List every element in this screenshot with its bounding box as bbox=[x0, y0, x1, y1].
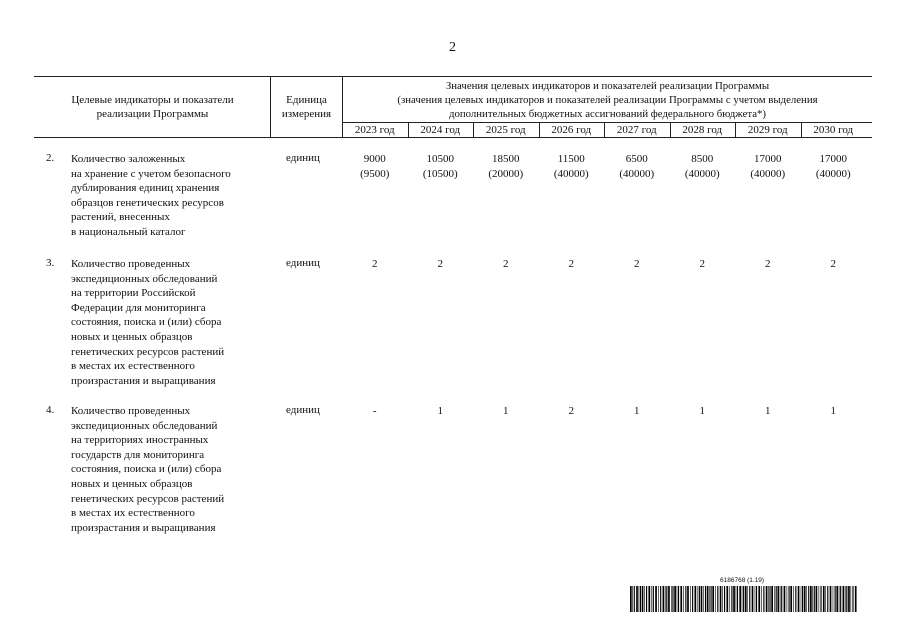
barcode-bar bbox=[755, 586, 756, 612]
barcode-bar bbox=[768, 586, 769, 612]
year-value: 18500 (20000) bbox=[488, 153, 524, 180]
unit-value: единиц bbox=[286, 404, 320, 416]
table-top-rule bbox=[34, 76, 872, 77]
barcode-bar bbox=[756, 586, 757, 612]
barcode-bar bbox=[703, 586, 704, 612]
barcode-bar bbox=[685, 586, 686, 612]
row-number: 3. bbox=[46, 257, 55, 269]
barcode-bar bbox=[651, 586, 652, 612]
year-header: 2024 год bbox=[420, 124, 461, 136]
year-value: 6500 (40000) bbox=[619, 153, 655, 180]
row-number: 2. bbox=[46, 152, 55, 164]
barcode-bar bbox=[699, 586, 700, 612]
year-divider bbox=[735, 122, 736, 137]
barcode-bar bbox=[715, 586, 716, 612]
year-value: 1 bbox=[634, 405, 640, 417]
indicator-name: Количество проведенных экспедиционных обследований на территориях иностранных государств для мониторинга состояния, поиска и (или) сбора новых и ценных образцов генетических ресурсов растений в местах их естественного произрастания и выращивания bbox=[71, 405, 225, 534]
barcode-bar bbox=[852, 586, 853, 612]
barcode-bar bbox=[790, 586, 792, 612]
year-value: 8500 (40000) bbox=[684, 153, 720, 180]
year-divider bbox=[604, 122, 605, 137]
year-value: - bbox=[372, 405, 377, 417]
barcode-bar bbox=[816, 586, 818, 612]
year-value: 2 bbox=[830, 258, 836, 270]
year-value: 11500 (40000) bbox=[553, 153, 589, 180]
year-value: 17000 (40000) bbox=[815, 153, 851, 180]
barcode-bar bbox=[787, 586, 788, 612]
barcode-bar bbox=[758, 586, 760, 612]
barcode-bar bbox=[747, 586, 748, 612]
barcode-bar bbox=[660, 586, 661, 612]
barcode-bar bbox=[705, 586, 706, 612]
barcode-bar bbox=[766, 586, 768, 612]
year-header: 2029 год bbox=[747, 124, 788, 136]
year-value: 1 bbox=[503, 405, 509, 417]
barcode-bar bbox=[839, 586, 840, 612]
barcode-bar bbox=[698, 586, 699, 612]
barcode-bar bbox=[851, 586, 852, 612]
barcode-bar bbox=[742, 586, 743, 612]
year-value: 2 bbox=[634, 258, 640, 270]
barcode-bar bbox=[776, 586, 777, 612]
year-header: 2028 год bbox=[682, 124, 723, 136]
barcode-bar bbox=[823, 586, 825, 612]
barcode-bar bbox=[636, 586, 638, 612]
barcode-bar bbox=[789, 586, 790, 612]
barcode-bar bbox=[784, 586, 786, 612]
year-value: 2 bbox=[568, 258, 574, 270]
barcode-bar bbox=[665, 586, 666, 612]
barcode-number: 6186768 (1.19) bbox=[720, 577, 765, 584]
year-value: 2 bbox=[699, 258, 705, 270]
barcode-bar bbox=[680, 586, 682, 612]
barcode-bar bbox=[674, 586, 676, 612]
indicators-column-header: Целевые индикаторы и показатели реализации Программы bbox=[71, 94, 234, 120]
year-header: 2026 год bbox=[551, 124, 592, 136]
barcode-bar bbox=[752, 586, 754, 612]
unit-value: единиц bbox=[286, 257, 320, 269]
barcode-bar bbox=[634, 586, 635, 612]
barcode-bar bbox=[737, 586, 738, 612]
year-value: 1 bbox=[699, 405, 705, 417]
barcode-bar bbox=[836, 586, 838, 612]
barcode-bar bbox=[777, 586, 779, 612]
barcode-bar bbox=[848, 586, 850, 612]
barcode-bar bbox=[663, 586, 665, 612]
barcode-bar bbox=[642, 586, 644, 612]
barcode-bar bbox=[658, 586, 659, 612]
barcode-bar bbox=[745, 586, 747, 612]
barcode-bar bbox=[830, 586, 832, 612]
barcode-bar bbox=[690, 586, 691, 612]
barcode-bar bbox=[717, 586, 718, 612]
barcode-bar bbox=[804, 586, 806, 612]
unit-column-header: Единица измерения bbox=[281, 94, 332, 120]
year-value: 1 bbox=[830, 405, 836, 417]
barcode-bar bbox=[672, 586, 673, 612]
barcode-bar bbox=[814, 586, 815, 612]
row-number: 4. bbox=[46, 404, 55, 416]
barcode-bar bbox=[640, 586, 641, 612]
barcode-bar bbox=[812, 586, 813, 612]
barcode-bar bbox=[678, 586, 679, 612]
barcode-bar bbox=[722, 586, 723, 612]
barcode-bar bbox=[771, 586, 773, 612]
barcode-bar bbox=[692, 586, 693, 612]
barcode-bar bbox=[806, 586, 807, 612]
barcode-bar bbox=[701, 586, 703, 612]
year-divider bbox=[670, 122, 671, 137]
barcode-bar bbox=[761, 586, 762, 612]
barcode-bar bbox=[712, 586, 714, 612]
barcode-bar bbox=[671, 586, 672, 612]
barcode-bar bbox=[733, 586, 735, 612]
barcode-bar bbox=[648, 586, 650, 612]
barcode-bar bbox=[780, 586, 781, 612]
barcode-bar bbox=[835, 586, 836, 612]
page-number: 2 bbox=[449, 40, 456, 55]
barcode-bar bbox=[808, 586, 809, 612]
barcode-bar bbox=[630, 586, 632, 612]
barcode-bar bbox=[798, 586, 800, 612]
indicator-name: Количество заложенных на хранение с учетом безопасного дублирования единиц хранения образцов генетических ресурсов растений, внесенных в национальный каталог bbox=[71, 153, 231, 238]
barcode bbox=[630, 586, 858, 612]
barcode-bar bbox=[668, 586, 670, 612]
barcode-bar bbox=[840, 586, 841, 612]
barcode-bar bbox=[677, 586, 678, 612]
year-header: 2027 год bbox=[616, 124, 657, 136]
barcode-bar bbox=[802, 586, 803, 612]
barcode-bar bbox=[795, 586, 796, 612]
barcode-bar bbox=[825, 586, 826, 612]
barcode-bar bbox=[720, 586, 722, 612]
barcode-bar bbox=[655, 586, 657, 612]
year-divider bbox=[539, 122, 540, 137]
barcode-bar bbox=[726, 586, 728, 612]
values-column-header: Значения целевых индикаторов и показателей реализации Программы (значения целевых индикаторов и показателей реализации Программы с учетом выделения дополнительных бюджетных ассигнований федерального бюджета*) bbox=[397, 80, 818, 120]
barcode-bar bbox=[709, 586, 710, 612]
year-value: 2 bbox=[437, 258, 443, 270]
year-value: 9000 (9500) bbox=[360, 153, 390, 180]
indicator-name: Количество проведенных экспедиционных обследований на территории Российской Федерации для мониторинга состояния, поиска и (или) сбора новых и ценных образцов генетических ресурсов растений в местах их естественного произрастания и выращивания bbox=[71, 258, 225, 387]
barcode-bar bbox=[724, 586, 725, 612]
header-bottom-rule bbox=[34, 137, 872, 138]
barcode-bar bbox=[646, 586, 647, 612]
barcode-bar bbox=[632, 586, 633, 612]
year-value: 17000 (40000) bbox=[750, 153, 786, 180]
barcode-bar bbox=[743, 586, 744, 612]
barcode-bar bbox=[749, 586, 750, 612]
year-value: 2 bbox=[503, 258, 509, 270]
barcode-bar bbox=[731, 586, 732, 612]
barcode-bar bbox=[711, 586, 712, 612]
year-divider bbox=[408, 122, 409, 137]
year-value: 2 bbox=[372, 258, 378, 270]
barcode-bar bbox=[793, 586, 794, 612]
barcode-bar bbox=[769, 586, 770, 612]
year-value: 1 bbox=[765, 405, 771, 417]
barcode-bar bbox=[819, 586, 820, 612]
barcode-bar bbox=[827, 586, 828, 612]
barcode-bar bbox=[801, 586, 802, 612]
barcode-bar bbox=[810, 586, 812, 612]
barcode-bar bbox=[781, 586, 782, 612]
year-header: 2030 год bbox=[813, 124, 854, 136]
barcode-bar bbox=[763, 586, 764, 612]
barcode-bar bbox=[666, 586, 667, 612]
barcode-bar bbox=[845, 586, 846, 612]
barcode-bar bbox=[695, 586, 697, 612]
barcode-bar bbox=[736, 586, 737, 612]
barcode-bar bbox=[843, 586, 845, 612]
barcode-bar bbox=[683, 586, 684, 612]
barcode-bar bbox=[687, 586, 689, 612]
barcode-bar bbox=[846, 586, 847, 612]
year-header: 2023 год bbox=[354, 124, 395, 136]
barcode-bar bbox=[707, 586, 709, 612]
year-divider bbox=[473, 122, 474, 137]
year-value: 2 bbox=[765, 258, 771, 270]
year-value: 10500 (10500) bbox=[422, 153, 458, 180]
year-header: 2025 год bbox=[485, 124, 526, 136]
barcode-bar bbox=[729, 586, 730, 612]
year-value: 1 bbox=[437, 405, 443, 417]
unit-value: единиц bbox=[286, 152, 320, 164]
barcode-bar bbox=[774, 586, 775, 612]
barcode-bar bbox=[855, 586, 857, 612]
barcode-bar bbox=[639, 586, 640, 612]
barcode-bar bbox=[739, 586, 741, 612]
year-value: 2 bbox=[568, 405, 574, 417]
barcode-bar bbox=[820, 586, 821, 612]
barcode-bar bbox=[653, 586, 654, 612]
year-divider bbox=[801, 122, 802, 137]
barcode-bar bbox=[644, 586, 645, 612]
barcode-bar bbox=[833, 586, 834, 612]
